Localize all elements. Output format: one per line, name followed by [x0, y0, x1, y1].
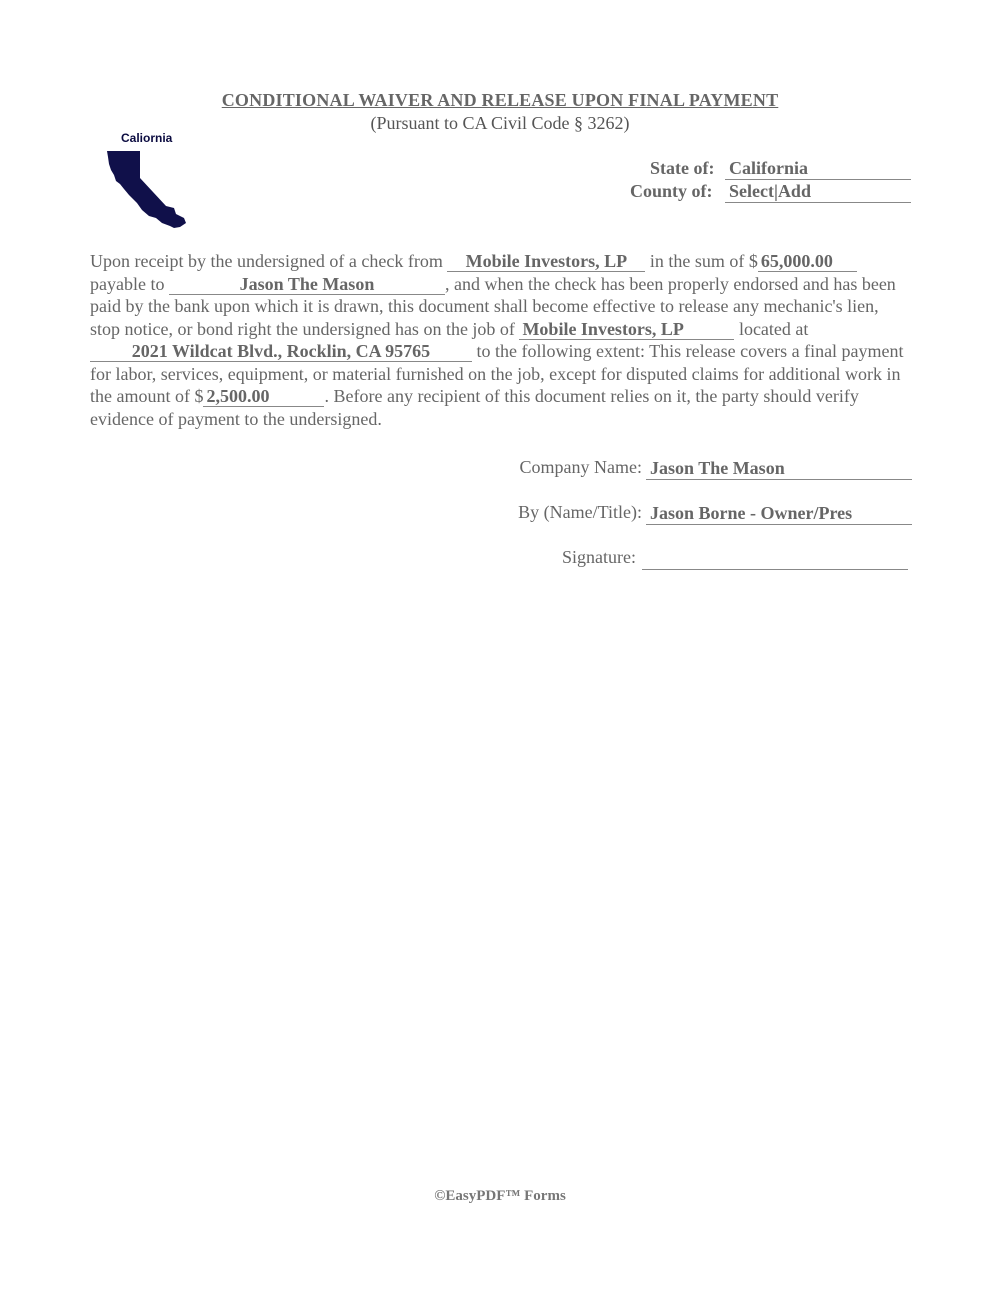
release-paragraph: [90, 250, 910, 430]
document-subtitle: (Pursuant to CA Civil Code § 3262): [370, 113, 630, 133]
job-owner-field[interactable]: Mobile Investors, LP: [519, 320, 734, 340]
state-label: State of:: [650, 158, 715, 178]
body-text-1: Upon receipt by the undersigned of a check from: [90, 251, 443, 271]
payee-field[interactable]: Jason The Mason: [169, 275, 445, 295]
footer-copyright: ©EasyPDF™ Forms: [434, 1188, 566, 1204]
by-name-title-label: By (Name/Title):: [518, 502, 642, 522]
company-name-field[interactable]: Jason The Mason: [646, 457, 912, 480]
company-name-label: Company Name:: [519, 457, 642, 477]
state-field[interactable]: California: [725, 157, 911, 180]
check-maker-field[interactable]: Mobile Investors, LP: [447, 252, 645, 272]
disputed-amount-field[interactable]: 2,500.00: [203, 387, 324, 407]
body-text-7: . Before any recipient of this document relies on it, the party should verify evidence of payment to the undersigned.: [90, 386, 859, 429]
signature-field[interactable]: [642, 547, 908, 570]
map-label: Caliornia: [121, 131, 173, 145]
check-amount-field[interactable]: 65,000.00: [758, 252, 857, 272]
job-location-field[interactable]: 2021 Wildcat Blvd., Rocklin, CA 95765: [90, 342, 472, 362]
document-title: CONDITIONAL WAIVER AND RELEASE UPON FINAL PAYMENT: [221, 90, 779, 110]
body-text-5: located at: [738, 318, 809, 339]
body-text-4: , and when the check has been properly endorsed and has been paid by the bank upon which it is drawn, this document shall become effective to release any mechanic's lien, stop notice, or bond right the undersigned has on the job of: [90, 273, 896, 339]
county-label: County of:: [630, 181, 713, 201]
by-name-title-field[interactable]: Jason Borne - Owner/Pres: [646, 502, 912, 525]
california-map-icon: [104, 148, 190, 230]
body-text-2: in the sum of $: [649, 251, 758, 271]
signature-label: Signature:: [562, 547, 636, 567]
body-text-3: payable to: [90, 273, 165, 294]
body-text-6: to the following extent: This release covers a final payment for labor, services, equipment, or material furnished on the job, except for disputed claims for additional work in the amount of $: [90, 341, 904, 406]
county-field[interactable]: Select|Add: [725, 180, 911, 203]
